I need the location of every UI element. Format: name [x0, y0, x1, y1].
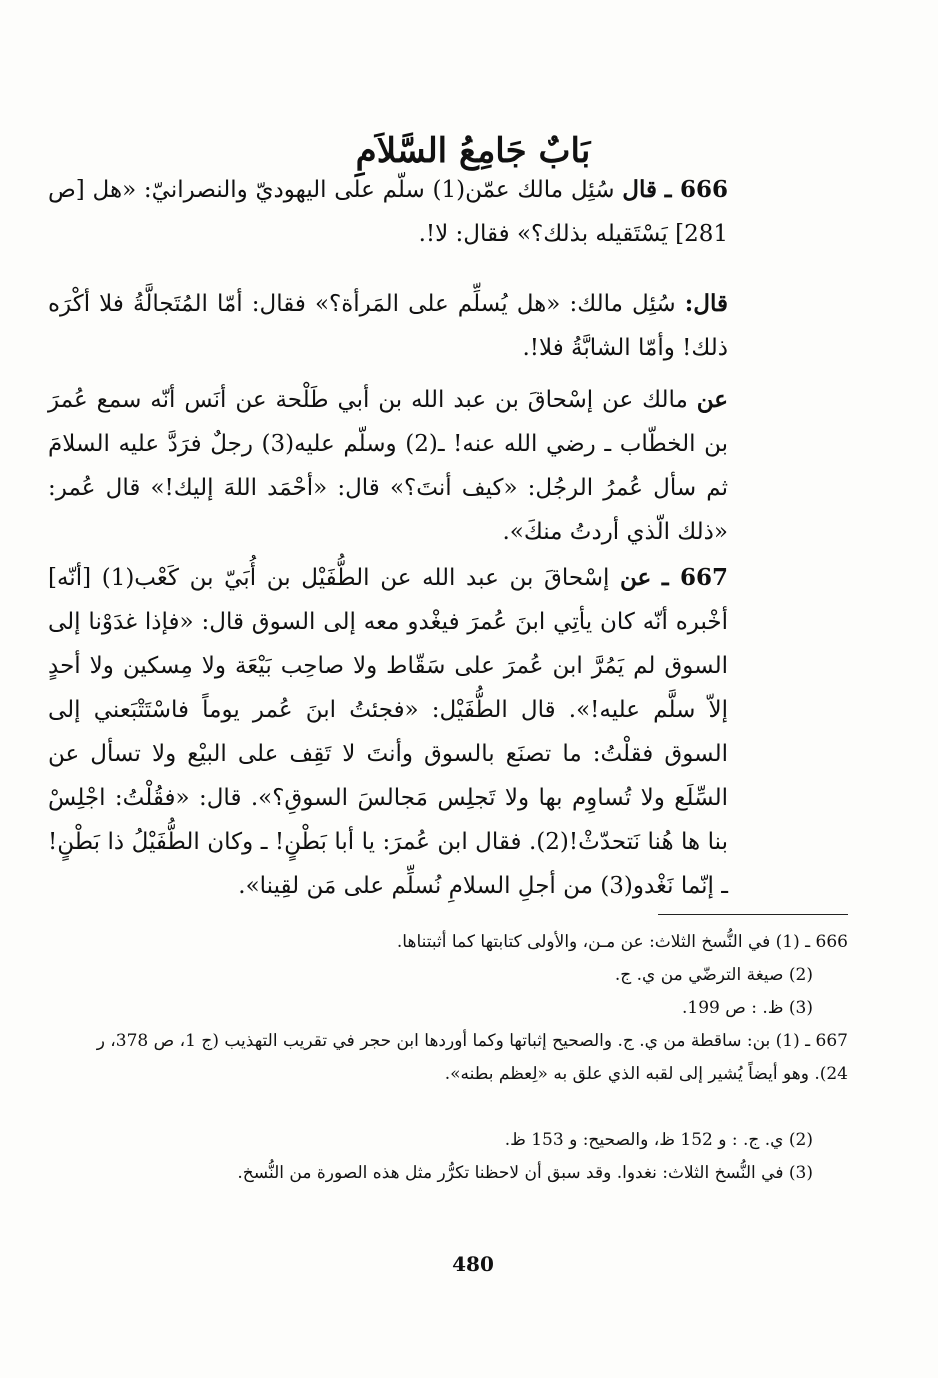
paragraph-text: إسْحاقَ بن عبد الله عن الطُّفَيْل بن أُبَيّ بن كَعْب(1) [أنّه] أخْبره أنّه كان يأتِي ابنَ عُمرَ فيغْدو معه إلى السوق قال: «فإذا غدَوْنا إلى السوق لم يَمُرَّ ابن عُمرَ على سَقّاط ولا صاحِب بَيْعَة ولا مِسكين ولا أحدٍ إلاّ سلَّم عليه!». قال الطُّفَيْل: «فجئتُ ابنَ عُمر يوماً فاسْتَتْبَعني إلى السوق فقلْتُ: ما تصنَع بالسوق وأنتَ لا تَقِف على البيْع ولا تسأل عن السِّلَع ولا تُساوِم بها ولا تَجلِس مَجالسَ السوقِ؟». قال: «فقُلْتُ: اجْلِسْ بنا ها هُنا نَتحدّثْ!(2). فقال ابن عُمرَ: يا أبا بَطْنٍ! ـ وكان الطُّفَيْلُ ذا بَطْنٍ! ـ إنّما نَغْدو(3) من أجلِ السلامِ نُسلِّم على مَن لقِينا».	[48, 565, 728, 899]
footnote-divider	[658, 914, 848, 915]
book-page	[48, 0, 898, 1378]
footnote-667-1: 667 ـ (1) بن: ساقطة من ي. ج. والصحيح إثباتها وكما أوردها ابن حجر في تقريب التهذيب (ج 1، ص 378، ر 24). وهو أيضاً يُشير إلى لقبه الذي علق به «لِعظم بطنه».	[96, 1031, 848, 1084]
paragraph-667	[48, 556, 728, 908]
footnote-666-2: (2) صيغة الترضّي من ي. ج.	[614, 965, 813, 985]
footnote-667-3: (3) في النُّسخ الثلاث: نغدوا. وقد سبق أن لاحظنا تكرُّر مثل هذه الصورة من النُّسخ.	[237, 1163, 813, 1183]
paragraph-text: مالك عن إسْحاقَ بن عبد الله بن أبي طَلْحة عن أنَس أنّه سمع عُمرَ بن الخطّاب ـ رضي الله عنه! ـ(2) وسلّم عليه(3) رجلٌ فرَدَّ عليه السلامَ ثم سأل عُمرُ الرجُل: «كيف أنتَ؟» قال: «أحْمَد اللهَ إليك!» قال عُمر: «ذلك الّذي أردتُ منكَ».	[48, 387, 728, 545]
hadith-number: 666 ـ	[664, 176, 728, 203]
paragraph-666	[48, 168, 728, 256]
paragraph-666b	[48, 282, 728, 370]
footnote-666-1: 666 ـ (1) في النُّسخ الثلاث: عن مـن، والأولى كتابتها كما أثبتناها.	[396, 932, 848, 952]
paragraph-text: سُئِل مالك عمّن(1) سلّم على اليهوديّ والنصرانيّ: «هل [ص 281] يَسْتَقيله بذلك؟» فقال: لا!.	[48, 177, 728, 247]
paragraph-lead: عن	[620, 564, 652, 591]
page-number: 480	[452, 1252, 494, 1276]
chapter-heading: بَابٌ جَامِعُ السَّلاَمِ	[355, 131, 591, 171]
footnote-666-3: (3) ظ. : ص 199.	[682, 998, 813, 1018]
paragraph-lead: قال	[622, 176, 657, 203]
footnote-667-2: (2) ي. ج. : و 152 ظ، والصحيح: و 153 ظ.	[504, 1130, 813, 1150]
paragraph-lead: عن	[696, 386, 729, 413]
hadith-number: 667 ـ	[661, 564, 729, 591]
paragraph-text: سُئِل مالك: «هل يُسلِّم على المَرأة؟» فقال: أمّا المُتَجالَّةُ فلا أكْرَه ذلك! وأمّا الشابَّةُ فلا!.	[48, 291, 728, 361]
paragraph-lead: قال:	[684, 290, 728, 317]
paragraph-666c	[48, 378, 728, 554]
